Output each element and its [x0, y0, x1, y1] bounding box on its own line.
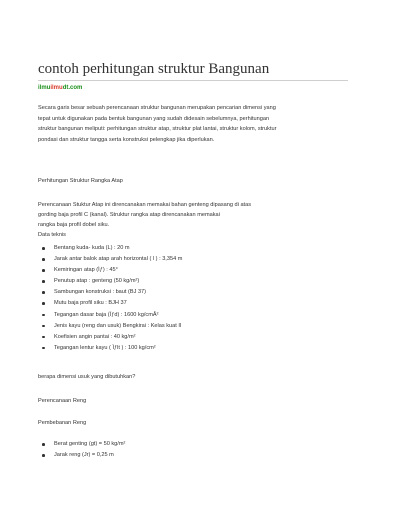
- intro-line: struktur bangunan meliputi: perhitungan struktur atap, struktur plat lantai, struktur kolom, struktur: [38, 126, 277, 132]
- intro-paragraph: [38, 103, 368, 145]
- list-item-text: Penutup atap : genteng (50 kg/m²): [54, 278, 140, 285]
- question-paragraph: [38, 372, 368, 383]
- bullet-icon: [42, 280, 45, 283]
- perencanaan-reng-paragraph: [38, 396, 368, 407]
- perencanaan-reng-heading: Perencanaan Reng: [38, 398, 87, 404]
- atap-line: rangka baja profil dobel siku.: [38, 222, 110, 228]
- intro-line: Secara garis besar sebuah perencanaan struktur bangunan merupakan pencarian dimensi yang: [38, 105, 276, 111]
- site-logo-part1: ilmu: [38, 85, 51, 91]
- list-item: [38, 287, 368, 298]
- bullet-icon: [42, 454, 45, 457]
- list-item: [38, 450, 368, 461]
- question-text: berapa dimensi usuk yang dibutuhkan?: [38, 374, 136, 380]
- data-teknis-list: [38, 243, 368, 354]
- list-item: [38, 276, 368, 287]
- atap-line: gording baja profil C (kanal). Struktur rangka atap direncanakan memakai: [38, 212, 220, 218]
- list-item: [38, 254, 368, 265]
- list-item: [38, 265, 368, 276]
- bullet-icon: [42, 291, 45, 294]
- list-item-text: Koefisien angin pantai : 40 kg/m²: [54, 333, 136, 340]
- page-title: contoh perhitungan struktur Bangunan: [38, 61, 270, 77]
- list-item-text: Mutu baja profil siku : BJH 37: [54, 300, 127, 307]
- bullet-icon: [42, 258, 45, 261]
- atap-line: Data teknis: [38, 232, 66, 238]
- list-item: [38, 243, 368, 254]
- title-divider: [38, 80, 348, 81]
- bullet-icon: [42, 325, 45, 328]
- pembebanan-reng-paragraph: [38, 418, 368, 429]
- bullet-icon: [42, 247, 45, 250]
- atap-line: Perencanaan Stuktur Atap ini direncanakan memakai bahan genteng dipasang di atas: [38, 202, 252, 208]
- list-item: [38, 310, 368, 321]
- site-logo-part3: dt.com: [62, 85, 83, 91]
- intro-line: tepat untuk digunakan pada bentuk bangunan yang sudah didesain sebelumnya, perhitungan: [38, 115, 270, 122]
- bullet-icon: [42, 269, 45, 272]
- reng-list: [38, 439, 368, 461]
- list-item-text: Kemiringan atap (Ìƒ) : 45°: [54, 267, 118, 274]
- intro-line: pondasi dan struktur tangga serta konstruksi pelengkap jika diperlukan.: [38, 136, 215, 143]
- pembebanan-reng-heading: Pembebanan Reng: [38, 420, 87, 426]
- bullet-icon: [42, 443, 45, 446]
- list-item-text: Tegangan lentur kayu ( Ïƒlt ) : 100 kg/cm²: [54, 344, 156, 351]
- list-item-text: Berat genting (gt) = 50 kg/m²: [54, 441, 126, 447]
- list-item: [38, 439, 368, 450]
- list-item: [38, 298, 368, 309]
- list-item-text: Jenis kayu (reng dan usuk) Bengkirai : Kelas kuat II: [54, 322, 182, 329]
- site-logo-part2: ilmu: [50, 85, 63, 91]
- section-heading: Perhitungan Struktur Rangka Atap: [38, 178, 123, 184]
- section-heading-atap: [38, 176, 368, 187]
- list-item-text: Bentang kuda- kuda (L) : 20 m: [54, 245, 130, 251]
- list-item-text: Jarak reng (Jr) = 0,25 m: [54, 452, 114, 459]
- bullet-icon: [42, 347, 45, 350]
- list-item: [38, 343, 368, 354]
- list-item-text: Jarak antar balok atap arah horizontal ( l ) : 3,354 m: [54, 256, 183, 263]
- site-logo[interactable]: [38, 85, 82, 91]
- list-item: [38, 332, 368, 343]
- bullet-icon: [42, 314, 45, 317]
- bullet-icon: [42, 336, 45, 339]
- list-item: [38, 321, 368, 332]
- list-item-text: Sambungan konstruksi : baut (BJ 37): [54, 289, 147, 296]
- bullet-icon: [42, 302, 45, 305]
- atap-paragraph: [38, 200, 368, 240]
- list-item-text: Tegangan dasar baja (Ïƒd) : 1600 kg/cmÂ²: [54, 311, 159, 318]
